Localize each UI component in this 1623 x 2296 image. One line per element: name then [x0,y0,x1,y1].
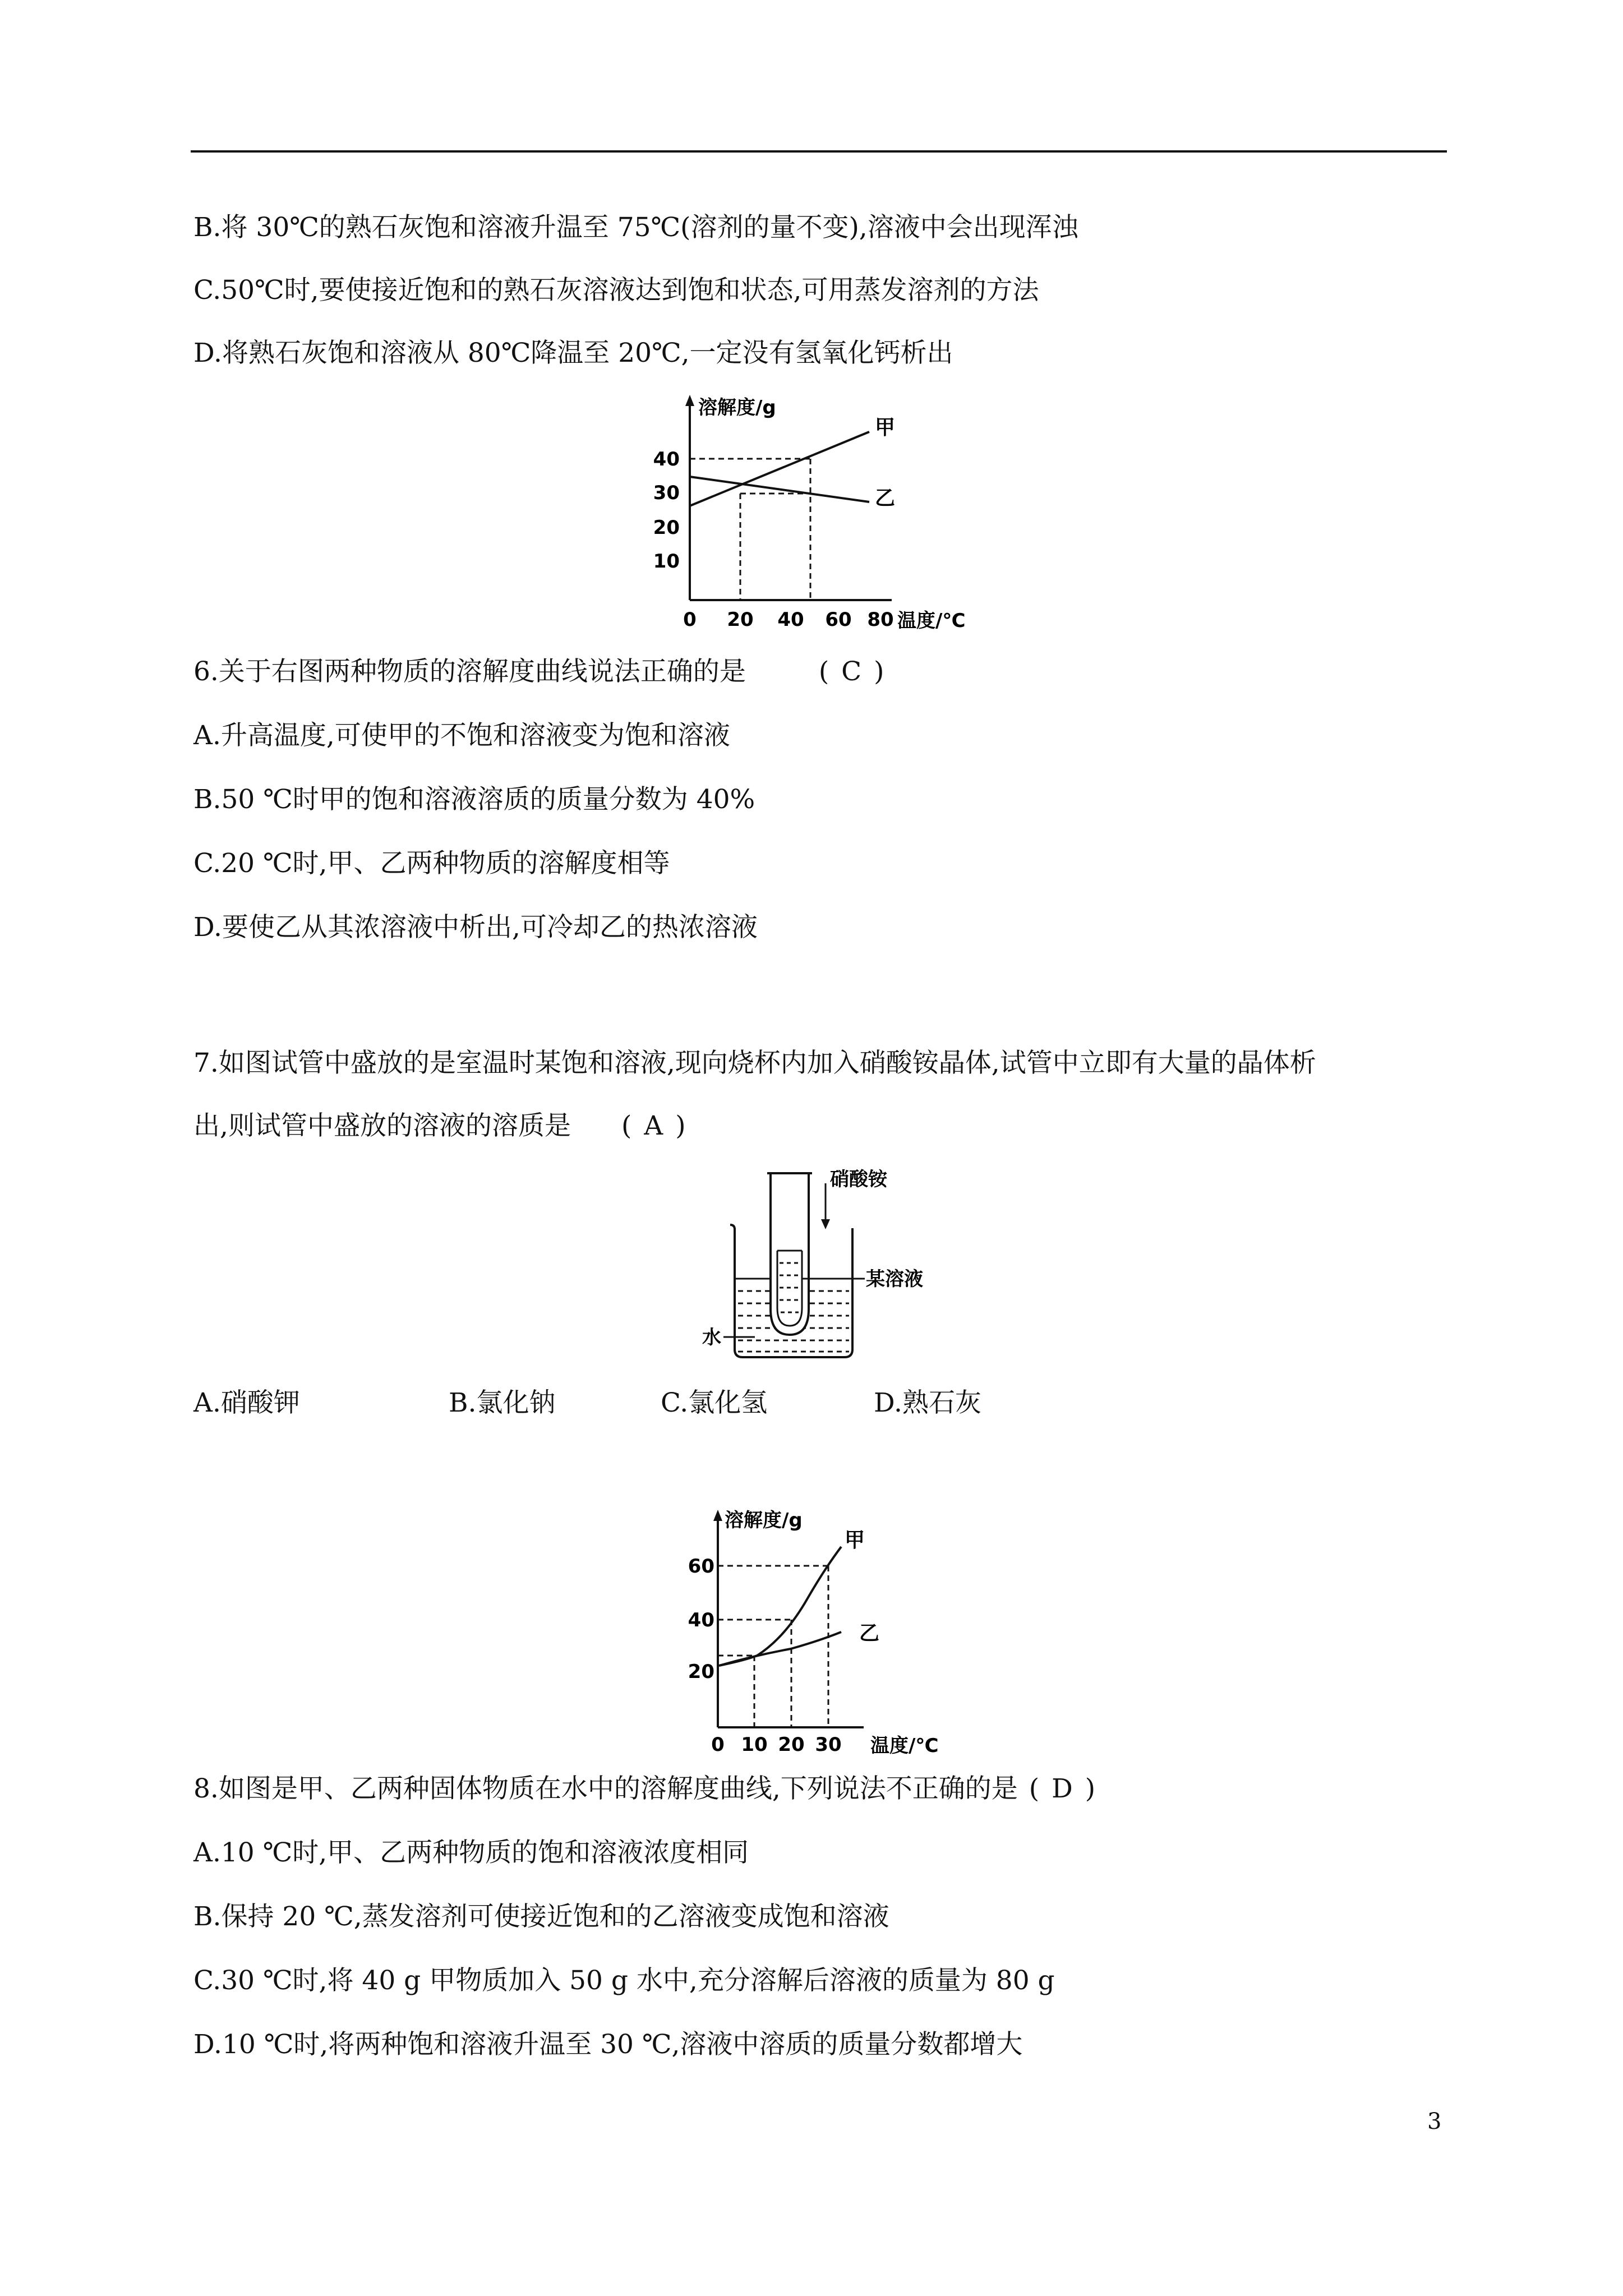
reagent-arrowhead [821,1219,830,1229]
q7-stem-line2 [193,1109,698,1143]
q6-xlabel: 温度/℃ [897,610,966,632]
q6-option-d: D.要使乙从其浓溶液中析出,可冷却乙的热浓溶液 [193,912,758,943]
q6-answer: (C) [818,656,897,687]
q8-option-c: C.30 ℃时,将 40 g 甲物质加入 50 g 水中,充分溶解后溶液的质量为 80 g [193,1965,1055,1996]
q7-option-c: C.氯化氢 [661,1387,768,1418]
q6-xtick-60: 60 [825,608,852,631]
q8-curve-jia [719,1547,841,1666]
q7-answer: (A) [621,1110,698,1141]
q8-ytick-40: 40 [688,1609,714,1631]
q5-option-c: C.50℃时,要使接近饱和的熟石灰溶液达到饱和状态,可用蒸发溶剂的方法 [193,275,1039,306]
q7-option-b: B.氯化钠 [449,1387,556,1418]
q8-solubility-chart [673,1497,987,1755]
q8-stem [193,1772,1108,1806]
q6-option-c: C.20 ℃时,甲、乙两种物质的溶解度相等 [193,848,670,879]
q6-y-axis-arrow [685,395,694,406]
q8-option-b: B.保持 20 ℃,蒸发溶剂可使接近饱和的乙溶液变成饱和溶液 [193,1901,889,1932]
q8-ytick-60: 60 [688,1555,714,1578]
q6-ytick-30: 30 [653,482,680,504]
q6-solubility-chart [645,387,1004,634]
q8-xtick-0: 0 [711,1733,725,1756]
q8-xtick-20: 20 [778,1733,805,1756]
q6-ytick-40: 40 [653,448,680,471]
q6-ylabel: 溶解度/g [698,397,776,419]
header-rule [191,150,1447,153]
q8-xtick-30: 30 [815,1733,842,1756]
test-tube [771,1173,809,1335]
beaker-lip [730,1225,735,1229]
q6-xtick-80: 80 [867,608,894,631]
q8-option-a: A.10 ℃时,甲、乙两种物质的饱和溶液浓度相同 [193,1837,749,1868]
q6-label-yi: 乙 [875,487,896,510]
q6-stem [193,655,896,689]
q6-xtick-40: 40 [777,608,804,631]
q5-option-b: B.将 30℃的熟石灰饱和溶液升温至 75℃(溶剂的量不变),溶液中会出现浑浊 [193,212,1078,243]
page-number: 3 [1427,2109,1442,2134]
q7-option-d: D.熟石灰 [874,1387,981,1418]
q6-curve-jia [690,432,869,506]
q6-stem-text: 6.关于右图两种物质的溶解度曲线说法正确的是 [193,656,746,687]
q8-label-yi: 乙 [859,1622,880,1645]
q6-label-jia: 甲 [875,416,896,439]
q8-xlabel: 温度/℃ [870,1735,939,1757]
q8-xtick-10: 10 [741,1733,768,1756]
q6-ytick-10: 10 [653,550,680,573]
q7-stem-line1: 7.如图试管中盛放的是室温时某饱和溶液,现向烧杯内加入硝酸铵晶体,试管中立即有大量的晶体析 [193,1048,1316,1078]
q8-ylabel: 溶解度/g [725,1509,803,1532]
q7-stem-text: 出,则试管中盛放的溶液的溶质是 [193,1110,571,1141]
q5-option-d: D.将熟石灰饱和溶液从 80℃降温至 20℃,一定没有氢氧化钙析出 [193,338,953,368]
q8-y-axis-arrow [713,1510,722,1521]
q7-option-a: A.硝酸钾 [193,1387,300,1418]
q6-option-b: B.50 ℃时甲的饱和溶液溶质的质量分数为 40% [193,784,755,815]
q8-option-d: D.10 ℃时,将两种饱和溶液升温至 30 ℃,溶液中溶质的质量分数都增大 [193,2029,1023,2060]
q6-curve-yi [690,477,869,502]
q8-ytick-20: 20 [688,1661,714,1683]
q8-label-jia: 甲 [845,1529,865,1552]
q6-xtick-20: 20 [727,608,754,631]
q6-xtick-0: 0 [683,608,697,631]
label-water: 水 [702,1326,721,1349]
q7-apparatus-figure [701,1167,993,1368]
label-reagent: 硝酸铵 [830,1168,887,1191]
label-solution: 某溶液 [866,1268,923,1290]
q8-answer: (D) [1029,1773,1108,1804]
q6-option-a: A.升高温度,可使甲的不饱和溶液变为饱和溶液 [193,720,730,751]
q8-stem-text: 8.如图是甲、乙两种固体物质在水中的溶解度曲线,下列说法不正确的是 [193,1773,1018,1804]
q6-ytick-20: 20 [653,517,680,539]
